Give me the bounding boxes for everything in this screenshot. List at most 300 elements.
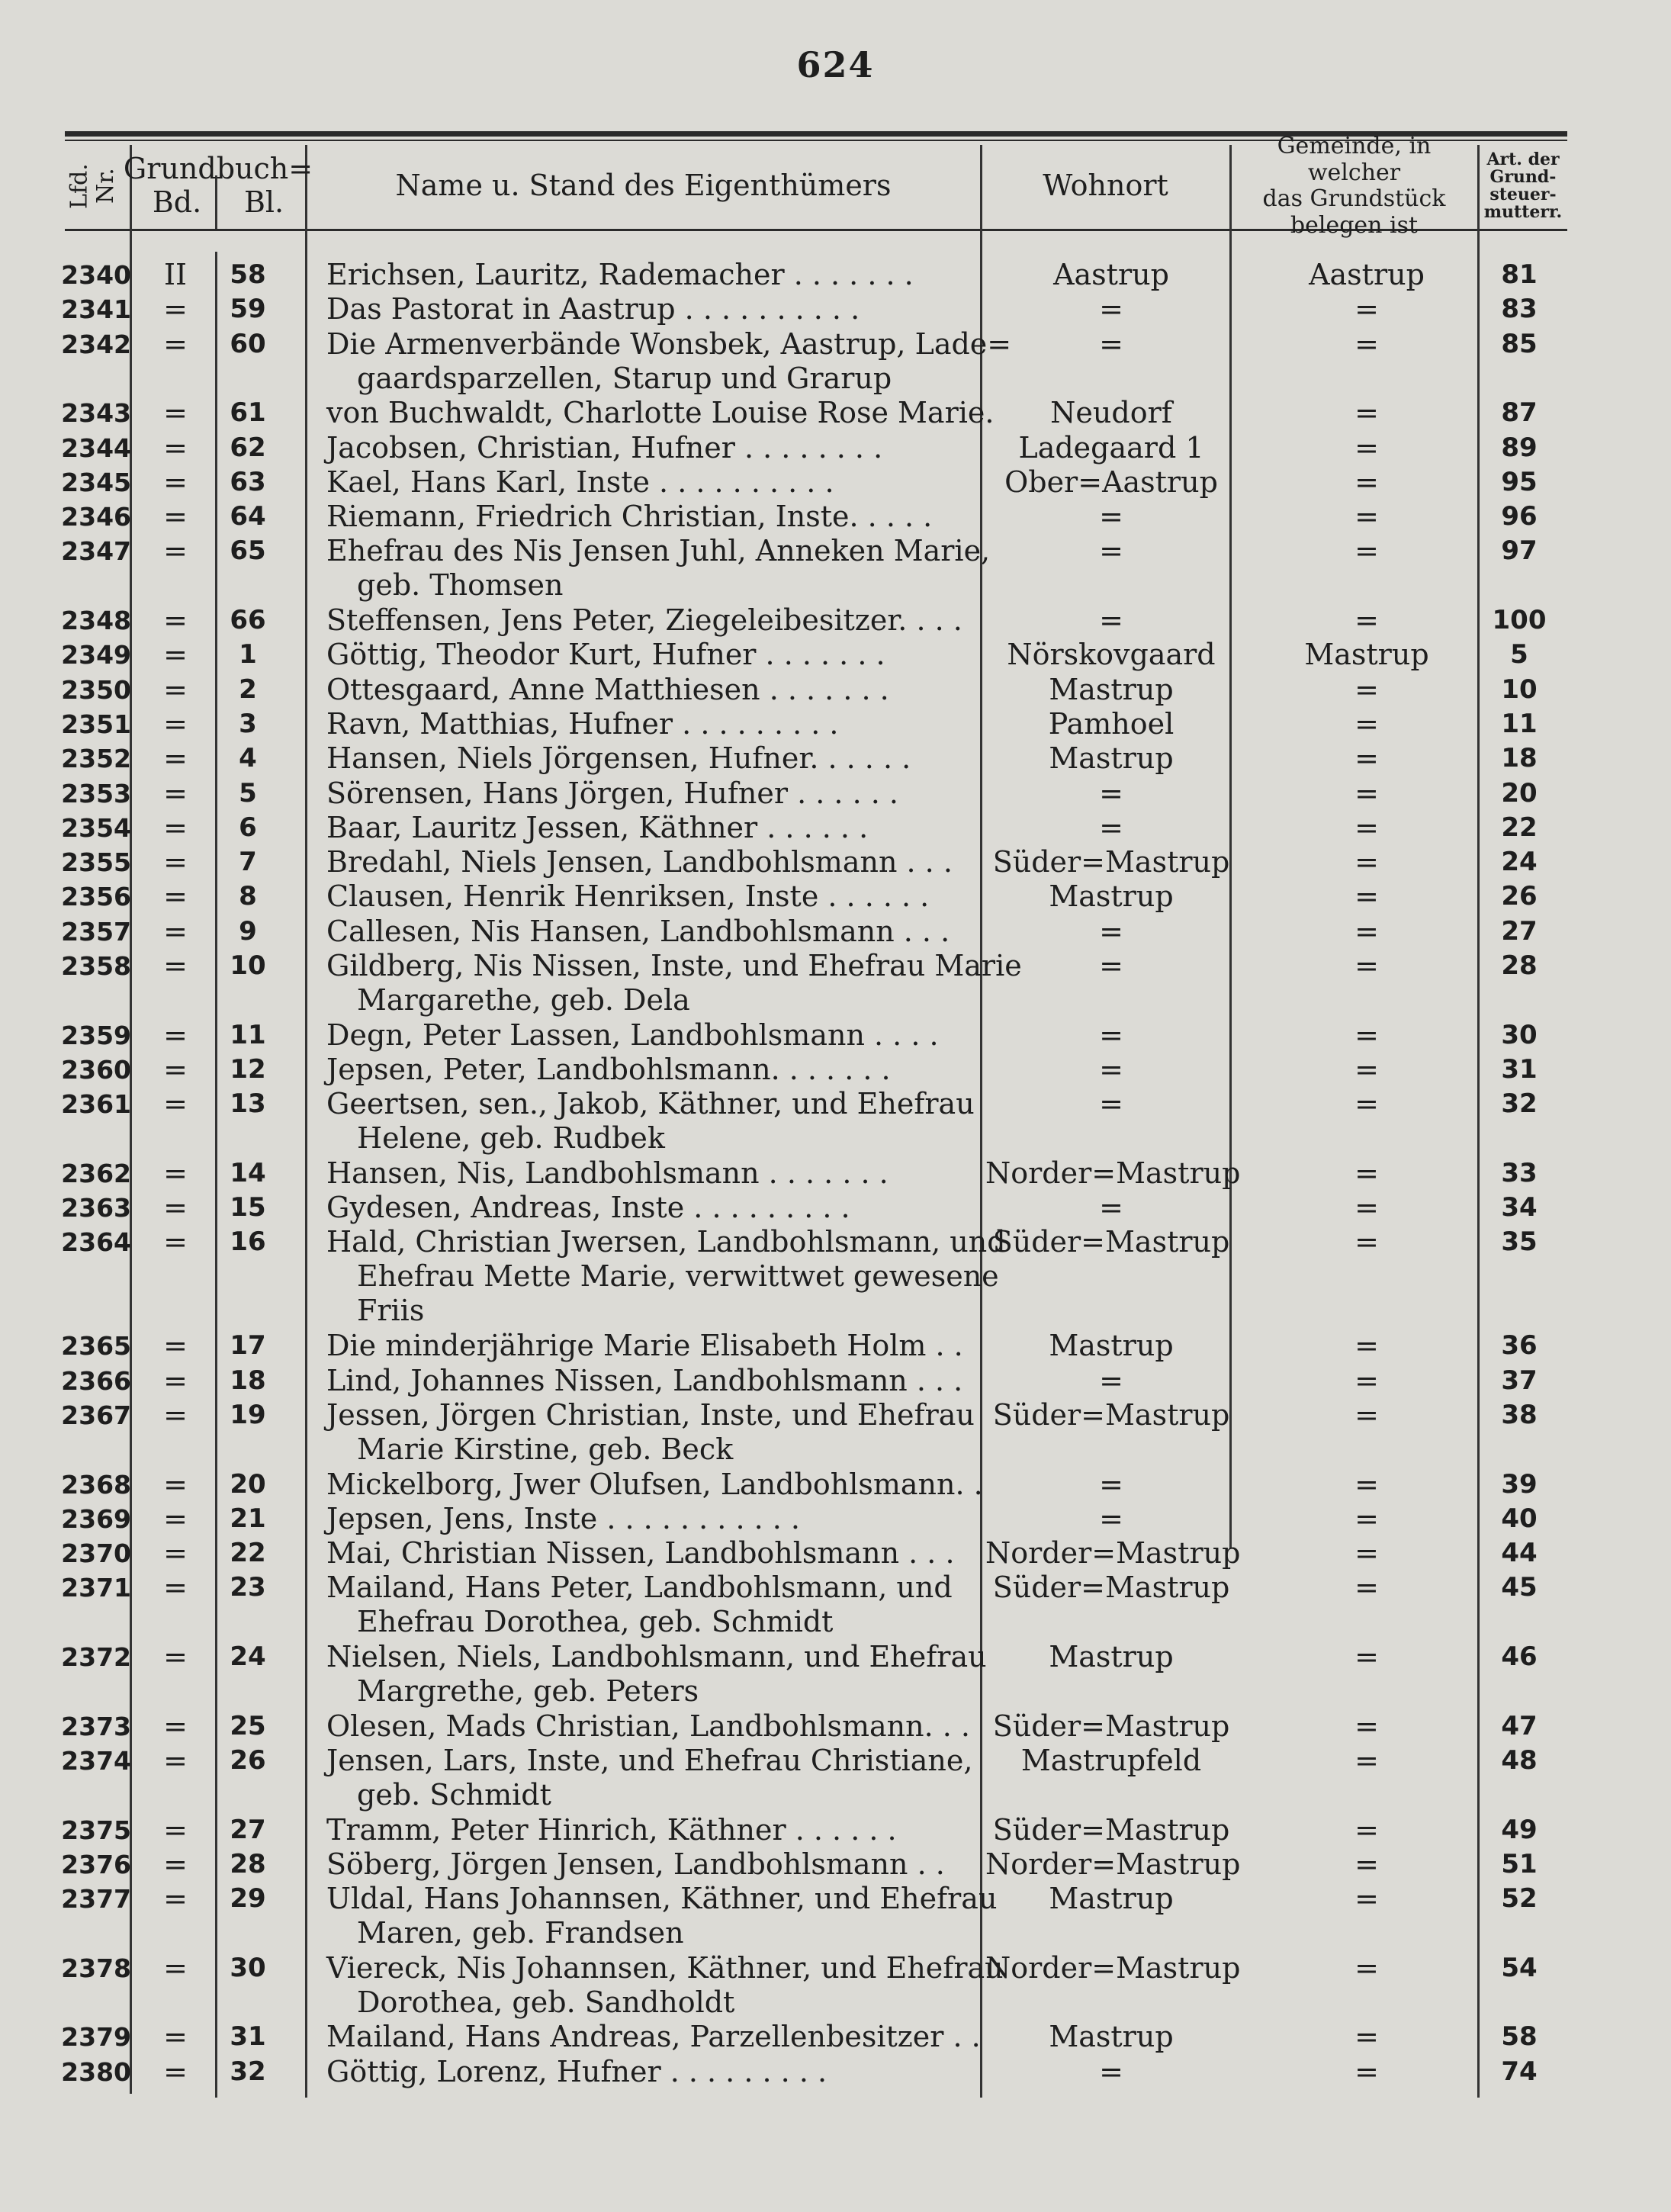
row-wohnort: Süder=Mastrup: [992, 1709, 1230, 1743]
row-wohnort: Mastrupfeld: [1020, 1743, 1202, 1777]
row-bl: 64: [230, 501, 266, 532]
row-name: [326, 811, 982, 845]
row-bl: 15: [230, 1192, 266, 1223]
row-art: 20: [1501, 777, 1538, 809]
row-wohnort: Ober=Aastrup: [1004, 465, 1218, 499]
row-name: [326, 949, 1022, 1018]
row-name: [326, 1156, 982, 1191]
row-art: 32: [1501, 1088, 1538, 1120]
header-grundbuch-label: Grundbuch=: [123, 152, 313, 186]
row-art: 48: [1501, 1744, 1538, 1776]
row-art: 46: [1501, 1641, 1538, 1672]
row-bl: 24: [230, 1641, 266, 1672]
row-name-line: Clausen, Henrik Henriksen, Inste . . . . . .: [326, 879, 930, 914]
row-bd: =: [163, 1225, 188, 1259]
row-bl: 16: [230, 1227, 266, 1258]
row-name: [326, 1468, 982, 1502]
row-gemeinde: =: [1354, 1847, 1379, 1881]
row-nr: 2371: [61, 1573, 131, 1603]
header-art-l1: Art. der: [1486, 149, 1560, 169]
row-gemeinde: =: [1354, 1225, 1379, 1259]
row-name: [326, 258, 982, 292]
row-bl: 7: [239, 847, 257, 878]
row-name-line: Jepsen, Jens, Inste . . . . . . . . . . .: [326, 1501, 801, 1535]
row-name-line: Gydesen, Andreas, Inste . . . . . . . . .: [326, 1191, 850, 1225]
row-art: 97: [1501, 535, 1538, 567]
row-bd: =: [163, 914, 188, 948]
header-art-l4: mutterr.: [1483, 202, 1563, 223]
row-bd: =: [163, 1501, 188, 1535]
header-grundbuch: [123, 145, 313, 227]
row-name: [326, 292, 982, 326]
row-wohnort: =: [1099, 776, 1123, 810]
row-gemeinde: =: [1354, 2054, 1379, 2088]
row-nr: 2344: [61, 432, 131, 463]
row-name-continuation: Margarethe, geb. Dela: [357, 983, 690, 1017]
row-name: [326, 1882, 998, 1950]
row-gemeinde: =: [1354, 845, 1379, 879]
row-bl: 59: [230, 294, 266, 325]
row-bl: 21: [230, 1503, 266, 1534]
row-wohnort: Norder=Mastrup: [985, 1950, 1241, 1985]
row-name-line: Mai, Christian Nissen, Landbohlsmann . . .: [326, 1536, 955, 1571]
row-name-continuation: gaardsparzellen, Starup und Grarup: [357, 361, 892, 395]
row-nr: 2346: [61, 502, 131, 532]
row-name-line: Viereck, Nis Johannsen, Käthner, und Ehefrau: [326, 1950, 1004, 1985]
row-name-continuation: geb. Thomsen: [357, 568, 564, 603]
row-name: [326, 1744, 982, 1812]
header-art-l3: steuer-: [1489, 185, 1557, 204]
row-wohnort: =: [1099, 1501, 1123, 1535]
page-number: 624: [796, 44, 875, 85]
row-nr: 2360: [61, 1054, 131, 1085]
row-gemeinde: =: [1354, 706, 1379, 741]
row-name-line: Das Pastorat in Aastrup . . . . . . . . . .: [326, 292, 860, 326]
row-name-line: Die Armenverbände Wonsbek, Aastrup, Lade=: [326, 326, 1012, 361]
row-bl: 28: [230, 1848, 266, 1879]
row-bd: =: [163, 1882, 188, 1916]
row-art: 36: [1501, 1330, 1538, 1362]
row-art: 87: [1501, 397, 1538, 429]
row-gemeinde: =: [1354, 741, 1379, 776]
row-name: [326, 2055, 982, 2089]
row-nr: 2354: [61, 812, 131, 843]
row-name: [326, 1536, 982, 1571]
row-gemeinde: =: [1354, 1536, 1379, 1571]
row-art: 96: [1501, 501, 1538, 532]
row-name-continuation: Marie Kirstine, geb. Beck: [357, 1432, 734, 1466]
row-wohnort: =: [1099, 1052, 1123, 1086]
row-name: [326, 465, 982, 500]
row-bl: 22: [230, 1538, 266, 1569]
row-name-line: Jacobsen, Christian, Hufner . . . . . . . .: [326, 430, 883, 465]
row-bd: =: [163, 672, 188, 706]
row-bl: 31: [230, 2021, 266, 2053]
row-gemeinde: =: [1354, 1571, 1379, 1605]
row-art: 24: [1501, 847, 1538, 878]
row-art: 26: [1501, 881, 1538, 912]
row-bl: 32: [230, 2056, 266, 2087]
row-bl: 66: [230, 605, 266, 635]
row-gemeinde: =: [1354, 1052, 1379, 1086]
row-bd: =: [163, 534, 188, 568]
row-art: 39: [1501, 1468, 1538, 1500]
row-wohnort: =: [1099, 1363, 1123, 1397]
row-wohnort: =: [1099, 2054, 1123, 2088]
row-bd: =: [163, 1536, 188, 1571]
row-nr: 2358: [61, 951, 131, 981]
row-gemeinde: =: [1354, 430, 1379, 465]
row-gemeinde: =: [1354, 1087, 1379, 1121]
row-nr: 2348: [61, 606, 131, 635]
row-name-line: Uldal, Hans Johannsen, Käthner, und Ehefrau: [326, 1882, 998, 1916]
row-wohnort: Süder=Mastrup: [992, 1812, 1230, 1847]
row-name-line: Baar, Lauritz Jessen, Käthner . . . . . .: [326, 810, 869, 844]
row-nr: 2352: [61, 744, 131, 774]
row-name-line: Hansen, Niels Jörgensen, Hufner. . . . . .: [326, 741, 911, 776]
row-bd: =: [163, 1397, 188, 1432]
row-wohnort: Süder=Mastrup: [992, 1225, 1230, 1259]
row-gemeinde: =: [1354, 1743, 1379, 1777]
row-gemeinde: =: [1354, 810, 1379, 844]
row-bl: 25: [230, 1710, 266, 1741]
row-art: 31: [1501, 1053, 1538, 1085]
row-bd: =: [163, 1743, 188, 1777]
row-art: 37: [1501, 1365, 1538, 1396]
row-name: [326, 1813, 982, 1847]
row-wohnort: Süder=Mastrup: [992, 1397, 1230, 1432]
header-lfd-nr: Lfd. Nr.: [66, 163, 119, 209]
row-name: [326, 1364, 982, 1398]
row-bd: =: [163, 1087, 188, 1121]
row-art: 30: [1501, 1019, 1538, 1050]
row-art: 100: [1492, 605, 1547, 635]
row-name: [326, 1398, 982, 1467]
row-gemeinde: =: [1354, 949, 1379, 982]
row-art: 45: [1501, 1572, 1538, 1603]
row-bd: =: [163, 500, 188, 534]
row-name: [326, 1191, 982, 1225]
row-bl: 6: [239, 812, 257, 843]
row-bd: =: [163, 465, 188, 499]
row-gemeinde: =: [1354, 326, 1379, 361]
row-bl: 18: [230, 1365, 266, 1396]
column-divider: [305, 145, 307, 2098]
row-bl: 26: [230, 1744, 266, 1776]
row-nr: 2362: [61, 1158, 131, 1188]
header-art-l2: Grund-: [1489, 166, 1557, 187]
row-art: 11: [1501, 708, 1538, 739]
row-name-line: Ottesgaard, Anne Matthiesen . . . . . . .: [326, 672, 889, 706]
row-name: [326, 1053, 982, 1087]
row-name-line: Erichsen, Lauritz, Rademacher . . . . . . .: [326, 258, 914, 291]
row-gemeinde: =: [1354, 1191, 1379, 1225]
row-bl: 62: [230, 432, 266, 463]
row-nr: 2364: [61, 1227, 131, 1258]
row-bd: =: [163, 430, 188, 465]
row-wohnort: =: [1099, 1018, 1123, 1052]
row-wohnort: =: [1099, 1087, 1123, 1121]
row-name-line: Tramm, Peter Hinrich, Käthner . . . . . .: [326, 1812, 897, 1847]
row-wohnort: =: [1099, 292, 1123, 326]
row-gemeinde: =: [1354, 1950, 1379, 1985]
row-nr: 2370: [61, 1538, 131, 1569]
row-name-continuation: Margrethe, geb. Peters: [357, 1674, 699, 1708]
row-name: [326, 638, 982, 672]
row-bl: 9: [239, 915, 257, 947]
row-name: [326, 1950, 1004, 2020]
row-name: [326, 534, 991, 603]
row-nr: 2351: [61, 709, 131, 739]
row-bd: =: [163, 603, 188, 637]
row-nr: 2372: [61, 1642, 131, 1672]
row-name-line: Steffensen, Jens Peter, Ziegeleibesitzer. . . .: [326, 603, 962, 637]
row-bl: 14: [230, 1157, 266, 1188]
row-name-line: Jepsen, Peter, Landbohlsmann. . . . . . .: [326, 1052, 891, 1086]
row-wohnort: Neudorf: [1050, 396, 1172, 430]
row-art: 74: [1501, 2056, 1538, 2087]
row-name-line: Söberg, Jörgen Jensen, Landbohlsmann . .: [326, 1847, 945, 1881]
row-art: 81: [1501, 259, 1538, 290]
row-name: [326, 396, 995, 430]
row-nr: 2345: [61, 467, 131, 497]
row-bd: =: [163, 1950, 188, 1985]
row-bl: 10: [230, 950, 266, 981]
row-name: [326, 741, 982, 776]
row-nr: 2380: [61, 2056, 131, 2087]
row-bl: 58: [230, 259, 266, 290]
row-gemeinde: =: [1354, 2020, 1379, 2054]
row-name: [326, 2020, 982, 2054]
row-name-line: Die minderjährige Marie Elisabeth Holm . .: [326, 1329, 963, 1363]
row-art: 18: [1501, 743, 1538, 774]
row-bd: =: [163, 1571, 188, 1605]
row-art: 5: [1510, 639, 1528, 670]
row-bl: 1: [239, 639, 257, 670]
row-gemeinde: =: [1354, 396, 1379, 430]
row-gemeinde: =: [1354, 1501, 1379, 1535]
row-wohnort: =: [1099, 603, 1123, 637]
row-bl: 23: [230, 1572, 266, 1603]
row-bl: 60: [230, 328, 266, 359]
header-bl: Bl.: [243, 185, 284, 219]
row-name-continuation: Ehefrau Dorothea, geb. Schmidt: [357, 1605, 834, 1639]
row-bd: =: [163, 326, 188, 361]
row-art: 28: [1501, 950, 1538, 981]
row-nr: 2353: [61, 778, 131, 809]
row-wohnort: Norder=Mastrup: [985, 1536, 1241, 1571]
row-bd: =: [163, 741, 188, 776]
row-name: [326, 1571, 982, 1639]
row-bl: 5: [239, 777, 257, 809]
row-name: [326, 1087, 982, 1156]
row-bd: =: [163, 1156, 188, 1190]
row-name-continuation: Helene, geb. Rudbek: [357, 1121, 665, 1156]
row-wohnort: Nörskovgaard: [1007, 638, 1216, 672]
row-name-line: Hald, Christian Jwersen, Landbohlsmann, und: [326, 1225, 1006, 1259]
row-bd: =: [163, 292, 188, 326]
header-gemeinde-l2: das Grundstück: [1262, 185, 1446, 212]
row-bl: 2: [239, 674, 257, 705]
row-nr: 2355: [61, 847, 131, 878]
row-gemeinde: =: [1354, 1640, 1379, 1673]
row-name-line: Ravn, Matthias, Hufner . . . . . . . . .: [326, 706, 839, 741]
row-name-line: Olesen, Mads Christian, Landbohlsmann. . .: [326, 1709, 971, 1743]
row-gemeinde: =: [1354, 534, 1379, 568]
row-gemeinde: =: [1354, 1363, 1379, 1397]
row-name-line: Lind, Johannes Nissen, Landbohlsmann . . .: [326, 1363, 963, 1397]
row-gemeinde: =: [1354, 603, 1379, 637]
row-name-line: Degn, Peter Lassen, Landbohlsmann . . . .: [326, 1018, 939, 1052]
row-name: [326, 915, 982, 949]
row-bd: =: [163, 2054, 188, 2088]
row-name-line: Kael, Hans Karl, Inste . . . . . . . . . .: [326, 465, 834, 499]
row-art: 85: [1501, 328, 1538, 359]
row-name: [326, 1640, 987, 1709]
row-nr: 2361: [61, 1089, 131, 1120]
row-bl: 65: [230, 535, 266, 567]
row-gemeinde: =: [1354, 1882, 1379, 1916]
row-name: [326, 879, 982, 914]
row-name: [326, 1847, 982, 1882]
row-gemeinde: =: [1354, 879, 1379, 914]
row-bd: II: [163, 258, 188, 291]
row-name: [326, 500, 982, 534]
row-art: 52: [1501, 1883, 1538, 1915]
row-wohnort: Aastrup: [1053, 258, 1169, 291]
row-bd: =: [163, 1191, 188, 1225]
row-name: [326, 673, 982, 707]
row-bl: 29: [230, 1883, 266, 1915]
row-bl: 61: [230, 397, 266, 429]
row-nr: 2376: [61, 1849, 131, 1879]
row-bd: =: [163, 1363, 188, 1397]
row-name-continuation: Ehefrau Mette Marie, verwittwet gewesene: [357, 1259, 999, 1294]
row-bd: =: [163, 396, 188, 430]
row-art: 83: [1501, 294, 1538, 325]
row-nr: 2369: [61, 1503, 131, 1534]
row-bl: 63: [230, 466, 266, 497]
row-gemeinde: =: [1354, 1467, 1379, 1501]
row-name: [326, 1709, 982, 1744]
row-art: 95: [1501, 466, 1538, 497]
row-nr: 2373: [61, 1711, 131, 1741]
row-art: 47: [1501, 1710, 1538, 1741]
row-bd: =: [163, 638, 188, 672]
row-nr: 2379: [61, 2022, 131, 2053]
row-name-line: Nielsen, Niels, Landbohlsmann, und Ehefrau: [326, 1640, 987, 1673]
row-gemeinde: =: [1354, 1397, 1379, 1432]
row-bd: =: [163, 879, 188, 914]
row-wohnort: Pamhoel: [1048, 706, 1175, 741]
row-nr: 2347: [61, 536, 131, 567]
row-wohnort: Ladegaard 1: [1018, 430, 1204, 465]
row-gemeinde: =: [1354, 776, 1379, 810]
row-bd: =: [163, 810, 188, 844]
row-gemeinde: =: [1354, 1156, 1379, 1190]
row-art: 35: [1501, 1227, 1538, 1258]
row-gemeinde: =: [1354, 292, 1379, 326]
row-bd: =: [163, 1847, 188, 1881]
row-gemeinde: =: [1354, 500, 1379, 534]
row-name-line: Mailand, Hans Peter, Landbohlsmann, und: [326, 1571, 953, 1605]
row-bl: 19: [230, 1399, 266, 1430]
row-bd: =: [163, 1052, 188, 1086]
row-bd: =: [163, 2020, 188, 2054]
row-name-continuation: Dorothea, geb. Sandholdt: [357, 1985, 735, 2019]
header-art: [1479, 145, 1567, 227]
row-name-line: Sörensen, Hans Jörgen, Hufner . . . . . .: [326, 776, 898, 810]
row-bd: =: [163, 845, 188, 879]
row-art: 38: [1501, 1399, 1538, 1430]
row-name: [326, 1502, 982, 1536]
row-name: [326, 1018, 982, 1053]
row-art: 33: [1501, 1157, 1538, 1188]
header-wohnort: Wohnort: [1043, 169, 1168, 203]
row-name: [326, 603, 982, 638]
row-nr: 2357: [61, 916, 131, 947]
row-nr: 2359: [61, 1020, 131, 1050]
row-nr: 2343: [61, 398, 131, 429]
row-nr: 2363: [61, 1193, 131, 1223]
row-name: [326, 845, 982, 879]
row-name-line: Göttig, Lorenz, Hufner . . . . . . . . .: [326, 2054, 827, 2088]
header-bd: Bd.: [152, 185, 202, 219]
row-nr: 2374: [61, 1745, 131, 1776]
row-bd: =: [163, 776, 188, 810]
row-name: [326, 431, 982, 465]
row-nr: 2341: [61, 294, 131, 325]
row-gemeinde: =: [1354, 914, 1379, 948]
row-name-line: Jessen, Jörgen Christian, Inste, und Ehefrau: [326, 1397, 975, 1432]
row-art: 51: [1501, 1848, 1538, 1879]
row-art: 22: [1501, 812, 1538, 843]
row-bl: 12: [230, 1053, 266, 1085]
row-art: 49: [1501, 1814, 1538, 1845]
row-art: 54: [1501, 1952, 1538, 1983]
row-name-continuation: Friis: [357, 1294, 425, 1328]
row-art: 44: [1501, 1538, 1538, 1569]
row-wohnort: Mastrup: [1049, 672, 1174, 706]
row-name-continuation: geb. Schmidt: [357, 1777, 551, 1812]
row-nr: 2350: [61, 674, 131, 705]
row-bl: 30: [230, 1952, 266, 1983]
row-bd: =: [163, 1329, 188, 1363]
row-name-line: Callesen, Nis Hansen, Landbohlsmann . . .: [326, 914, 950, 948]
row-name-line: Riemann, Friedrich Christian, Inste. . . . .: [326, 500, 933, 534]
row-wohnort: =: [1099, 1467, 1123, 1501]
header-gemeinde: [1231, 133, 1477, 239]
row-name-line: Göttig, Theodor Kurt, Hufner . . . . . . .: [326, 638, 885, 672]
row-name-line: Geertsen, sen., Jakob, Käthner, und Ehefrau: [326, 1087, 975, 1121]
row-wohnort: =: [1099, 949, 1123, 982]
row-nr: 2368: [61, 1469, 131, 1500]
row-name-line: Bredahl, Niels Jensen, Landbohlsmann . . .: [326, 845, 953, 879]
row-wohnort: =: [1099, 534, 1123, 568]
row-gemeinde: =: [1354, 465, 1379, 499]
row-wohnort: =: [1099, 500, 1123, 534]
row-gemeinde: =: [1354, 672, 1379, 706]
row-bl: 27: [230, 1814, 266, 1845]
row-art: 10: [1501, 674, 1538, 705]
row-art: 40: [1501, 1503, 1538, 1534]
row-nr: 2366: [61, 1365, 131, 1396]
row-nr: 2375: [61, 1815, 131, 1845]
row-nr: 2340: [61, 260, 131, 290]
row-gemeinde: =: [1354, 1812, 1379, 1847]
row-bl: 8: [239, 881, 257, 912]
row-art: 89: [1501, 432, 1538, 463]
